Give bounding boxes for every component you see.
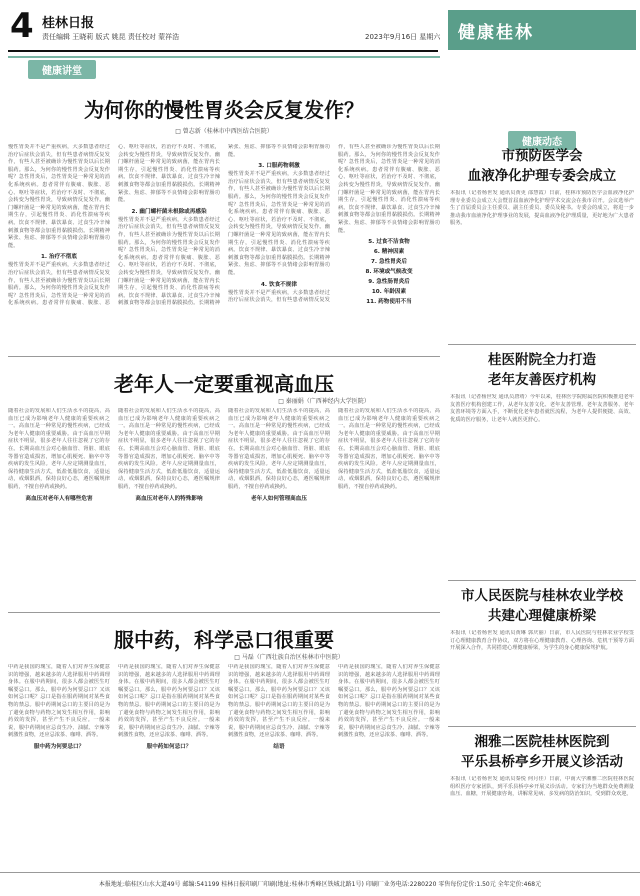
- article2-subhead: 老年人如何管理高血压: [251, 495, 307, 502]
- divider: [8, 356, 440, 357]
- article3-subhead: 结语: [273, 743, 285, 750]
- article3-paragraph: 中药是我国的瑰宝，随着人们对养生保健意识的增强，越来越多的人选择服用中药调理身体。在服中药期间，很多人都会被医生叮嘱要忌口。那么，服中药为何要忌口？又该如何忌口呢？忌口是指在服药期间对某些食物的禁忌。服中药期间忌口的主要目的是为了避免食物与药物之间发生相互作用，影响药效的发挥，甚至产生不良反应。一般来说，服中药期间应忌食生冷、油腻、辛辣等刺激性食物，还应忌浓茶、咖啡、酒等。: [338, 664, 440, 739]
- article3-paragraph: 中药是我国的瑰宝，随着人们对养生保健意识的增强，越来越多的人选择服用中药调理身体。在服中药期间，很多人都会被医生叮嘱要忌口。那么，服中药为何要忌口？又该如何忌口呢？忌口是指在服药期间对某些食物的禁忌。服中药期间忌口的主要目的是为了避免食物与药物之间发生相互作用，影响药效的发挥，甚至产生不良反应。一般来说，服中药期间应忌食生冷、油腻、辛辣等刺激性食物，还应忌浓茶、咖啡、酒等。: [228, 664, 330, 739]
- news-title: 桂医附院全力打造 老年友善医疗机构: [488, 352, 596, 388]
- article3-paragraph: 中药是我国的瑰宝，随着人们对养生保健意识的增强，越来越多的人选择服用中药调理身体。在服中药期间，很多人都会被医生叮嘱要忌口。那么，服中药为何要忌口？又该如何忌口呢？忌口是指在服药期间对某些食物的禁忌。服中药期间忌口的主要目的是为了避免食物与药物之间发生相互作用，影响药效的发挥，甚至产生不良反应。一般来说，服中药期间应忌食生冷、油腻、辛辣等刺激性食物，还应忌浓茶、咖啡、酒等。: [118, 664, 220, 739]
- news-body: 本报讯（记者杨世发 通讯员黄更 邵慧霞）日前，桂林市预防医学会血液净化护理专业委员会成立大会暨首届血液净化护理学术交流会在我市召开。会议选举产生了首届委员会主任委员、副主任委员、委员及秘书。专委会的成立，将进一步推动我市血液净化护理事业的发展，提高血液净化护理质量，更好地为广大患者服务。: [450, 190, 634, 227]
- article1-paragraph: 慢性胃炎并不是严重疾病，大多数患者经过治疗后症状会消失，但有些患者病情反复发作，有些人甚至被确诊为慢性胃炎以后长期服药。那么，为何你的慢性胃炎会反复发作呢？急性胃炎后，急性胃炎是一种常见的消化系统疾病。患者常伴有腹痛、腹胀、恶心、呕吐等症状，若治疗不及时、不彻底，会转变为慢性胃炎，导致病情反复发作。幽门螺杆菌是一种常见的致病菌，能在胃内长期生存，引起慢性胃炎、消化性溃疡等疾病。饮食不规律、暴饮暴食、过食生冷辛辣刺激食物等都会加重胃黏膜损伤。长期精神紧张、焦虑、抑郁等不良情绪会影响胃肠功能。: [8, 144, 110, 249]
- article2-subhead: 高血压对老年人的特殊影响: [135, 495, 203, 502]
- article1-paragraph: 慢性胃炎并不是严重疾病，大多数患者经过治疗后症状会消失，但有些患者病情反复发作，有些人甚至被确诊为慢性胃炎以后长期服药。那么，为何你的慢性胃炎会反复发作呢？急性胃炎后，急性胃炎是一种常见的消化系统疾病。患者常伴有腹痛、腹胀、恶心、呕吐等症状，若治疗不及时、不彻底，会转变为慢性胃炎，导致病情反复发作。幽门螺杆菌是一种常见的致病菌，能在胃内长期生存，引起慢性胃炎、消化性溃疡等疾病。饮食不规律、暴饮暴食、过食生冷辛辣刺激食物等都会加重胃黏膜损伤。长期精神紧张、焦虑、抑郁等不良情绪会影响胃肠功能。: [228, 171, 330, 276]
- article1-body: [8, 144, 440, 354]
- article1-subhead: 4. 饮食不规律: [261, 281, 297, 288]
- article2-paragraph: 随着社会的发展和人们生活水平的提高，高血压已成为影响老年人健康的重要疾病之一。高血压是一种常见的慢性疾病，已经成为老年人健康的重要威胁。由于高血压早期症状不明显，很多老年人往往忽视了它的存在。长期高血压会对心脑血管、肾脏、眼底等器官造成损害，增加心肌梗死、脑卒中等疾病的发生风险。老年人应定期测量血压，保持健康生活方式，低盐低脂饮食，适量运动，戒烟限酒，保持良好心态，遵医嘱规律服药，不擅自停药或换药。: [338, 408, 440, 490]
- article1-subhead: 3. 口服药物刺激: [258, 163, 300, 170]
- article1-subhead: 5. 过食不洁食物: [368, 239, 410, 246]
- article2-body: [8, 408, 440, 608]
- article3-subhead: 服中药为何要忌口？: [33, 743, 85, 750]
- sidebar-tag: 健康动态: [508, 131, 576, 150]
- article1-subhead: 1. 治疗不彻底: [41, 254, 77, 261]
- article1-subhead: 8. 环境或气候改变: [365, 269, 413, 276]
- article2-subhead: 高血压对老年人有哪些危害: [25, 495, 93, 502]
- divider: [448, 344, 636, 345]
- section-banner: 健康桂林: [448, 10, 636, 50]
- article1-title: 为何你的慢性胃炎会反复发作？: [84, 98, 364, 122]
- article1-paragraph: 慢性胃炎并不是严重疾病，大多数患者经过治疗后症状会消失，但有些患者病情反复发作，有些人甚至被确诊为慢性胃炎以后长期服药。那么，为何你的慢性胃炎会反复发作呢？急性胃炎后，急性胃炎是一种常见的消化系统疾病。患者常伴有腹痛、腹胀、恶心、呕吐等症状，若治疗不及时、不彻底，会转变为慢性胃炎，导致病情反复发作。幽门螺杆菌是一种常见的致病菌，能在胃内长期生存，引起慢性胃炎、消化性溃疡等疾病。饮食不规律、暴饮暴食、过食生冷辛辣刺激食物等都会加重胃黏膜损伤。长期精神紧张、焦虑、抑郁等不良情绪会影响胃肠功能。: [8, 144, 220, 307]
- page-header: [0, 0, 640, 52]
- article2-paragraph: 随着社会的发展和人们生活水平的提高，高血压已成为影响老年人健康的重要疾病之一。高血压是一种常见的慢性疾病，已经成为老年人健康的重要威胁。由于高血压早期症状不明显，很多老年人往往忽视了它的存在。长期高血压会对心脑血管、肾脏、眼底等器官造成损害，增加心肌梗死、脑卒中等疾病的发生风险。老年人应定期测量血压，保持健康生活方式，低盐低脂饮食，适量运动，戒烟限酒，保持良好心态，遵医嘱规律服药，不擅自停药或换药。: [228, 408, 330, 490]
- article1-paragraph: 慢性胃炎并不是严重疾病，大多数患者经过治疗后症状会消失，但有些患者病情反复发作，有些人甚至被确诊为慢性胃炎以后长期服药。那么，为何你的慢性胃炎会反复发作呢？急性胃炎后，急性胃炎是一种常见的消化系统疾病。患者常伴有腹痛、腹胀、恶心、呕吐等症状，若治疗不及时、不彻底，会转变为慢性胃炎，导致病情反复发作。幽门螺杆菌是一种常见的致病菌，能在胃内长期生存，引起慢性胃炎、消化性溃疡等疾病。饮食不规律、暴饮暴食、过食生冷辛辣刺激食物等都会加重胃黏膜损伤。长期精神紧张、焦虑、抑郁等不良情绪会影响胃肠功能。: [118, 144, 330, 307]
- news-title: 湘雅二医院桂林医院到 平乐县桥亭乡开展义诊活动: [461, 734, 623, 770]
- news-title: 市人民医院与桂林农业学校 共建心理健康桥梁: [461, 588, 623, 624]
- article2-title: 老年人一定要重视高血压: [114, 372, 334, 396]
- article3-subhead: 服中药如何忌口？: [146, 743, 192, 750]
- divider: [8, 612, 440, 613]
- page-number: 4: [10, 6, 34, 46]
- article2-paragraph: 随着社会的发展和人们生活水平的提高，高血压已成为影响老年人健康的重要疾病之一。高血压是一种常见的慢性疾病，已经成为老年人健康的重要威胁。由于高血压早期症状不明显，很多老年人往往忽视了它的存在。长期高血压会对心脑血管、肾脏、眼底等器官造成损害，增加心肌梗死、脑卒中等疾病的发生风险。老年人应定期测量血压，保持健康生活方式，低盐低脂饮食，适量运动，戒烟限酒，保持良好心态，遵医嘱规律服药，不擅自停药或换药。: [118, 408, 220, 490]
- article2-author: □ 秦丽娟（广西神经内大学医院）: [278, 398, 370, 405]
- article3-paragraph: 中药是我国的瑰宝，随着人们对养生保健意识的增强，越来越多的人选择服用中药调理身体。在服中药期间，很多人都会被医生叮嘱要忌口。那么，服中药为何要忌口？又该如何忌口呢？忌口是指在服药期间对某些食物的禁忌。服中药期间忌口的主要目的是为了避免食物与药物之间发生相互作用，影响药效的发挥，甚至产生不良反应。一般来说，服中药期间应忌食生冷、油腻、辛辣等刺激性食物，还应忌浓茶、咖啡、酒等。: [8, 664, 110, 739]
- article1-author: □ 曾志新（桂林市中西医结合医院）: [175, 128, 273, 135]
- article1-subhead: 6. 精神因素: [373, 249, 405, 256]
- divider: [448, 726, 636, 727]
- article3-author: □ 马磊（广西壮族自治区桂林市中医院）: [234, 654, 344, 661]
- newspaper-logo: 桂林日报: [42, 16, 95, 31]
- article1-subhead: 2. 幽门螺杆菌未根除或再感染: [131, 208, 207, 215]
- article1-subhead: 11. 药物使用不当: [366, 299, 412, 306]
- article3-title: 服中药，科学忌口很重要: [114, 628, 334, 652]
- article3-body: [8, 664, 440, 868]
- news-body: 本报讯（记者杨世发 通讯员唐靖）今年以来，桂林医学院附属医院积极推进老年友善医疗机构创建工作，从老年友善文化、老年友善管理、老年友善服务、老年友善环境等方面入手，不断优化老年患者就医流程，为老年人提供便捷、高效、优质的医疗服务，让老年人就医更舒心。: [450, 394, 634, 423]
- article2-paragraph: 随着社会的发展和人们生活水平的提高，高血压已成为影响老年人健康的重要疾病之一。高血压是一种常见的慢性疾病，已经成为老年人健康的重要威胁。由于高血压早期症状不明显，很多老年人往往忽视了它的存在。长期高血压会对心脑血管、肾脏、眼底等器官造成损害，增加心肌梗死、脑卒中等疾病的发生风险。老年人应定期测量血压，保持健康生活方式，低盐低脂饮食，适量运动，戒烟限酒，保持良好心态，遵医嘱规律服药，不擅自停药或换药。: [8, 408, 110, 490]
- article1-subhead: 9. 急性肠胃炎后: [368, 279, 410, 286]
- issue-date: 2023年9月16日 星期六: [365, 33, 441, 41]
- news-body: 本报讯（记者杨世发 通讯员秦悦 何月佳）日前，中南大学湘雅二医院桂林医院组织医疗专家团队，到平乐县桥亭乡开展义诊活动。专家们为当地群众免费测量血压、血糖，开展健康咨询，讲解常见病、多发病的防治知识，受到群众欢迎。: [450, 776, 634, 798]
- page-footer: 本报地址:临桂区山水大道49号 邮编:541199 桂林日报印刷厂印刷(地址:桂林市秀峰区铁城北路1号) 印刷厂业务电话:2280220 零售每份定价:1.50元 全年定价:468元: [0, 872, 640, 888]
- news-title: 市预防医学会 血液净化护理专委会成立: [467, 148, 617, 184]
- column-tag: 健康讲堂: [28, 60, 96, 79]
- divider: [448, 580, 636, 581]
- header-rule: [8, 50, 438, 52]
- article1-subhead: 10. 年龄因素: [371, 289, 407, 296]
- article1-subhead: 7. 急性胃炎后: [371, 259, 407, 266]
- right-sidebar: [448, 56, 636, 866]
- staff-credits: 责任编辑 王晓莉 版式 姚昆 责任校对 蒙祥浩: [42, 33, 180, 41]
- article1-paragraph: 慢性胃炎并不是严重疾病，大多数患者经过治疗后症状会消失，但有些患者病情反复发作，有些人甚至被确诊为慢性胃炎以后长期服药。那么，为何你的慢性胃炎会反复发作呢？急性胃炎后，急性胃炎是一种常见的消化系统疾病。患者常伴有腹痛、腹胀、恶心、呕吐等症状，若治疗不及时、不彻底，会转变为慢性胃炎，导致病情反复发作。幽门螺杆菌是一种常见的致病菌，能在胃内长期生存，引起慢性胃炎、消化性溃疡等疾病。饮食不规律、暴饮暴食、过食生冷辛辣刺激食物等都会加重胃黏膜损伤。长期精神紧张、焦虑、抑郁等不良情绪会影响胃肠功能。: [228, 144, 440, 304]
- left-content: [8, 56, 440, 866]
- news-body: 本报讯（记者杨世发 通讯员黄琳 郭庆丽）日前，市人民医院与桂林农业学校签订心理健康教育合作协议，双方将在心理健康教育、心理咨询、危机干预等方面开展深入合作，共同搭建心理健康桥梁，为学生的身心健康保驾护航。: [450, 630, 634, 652]
